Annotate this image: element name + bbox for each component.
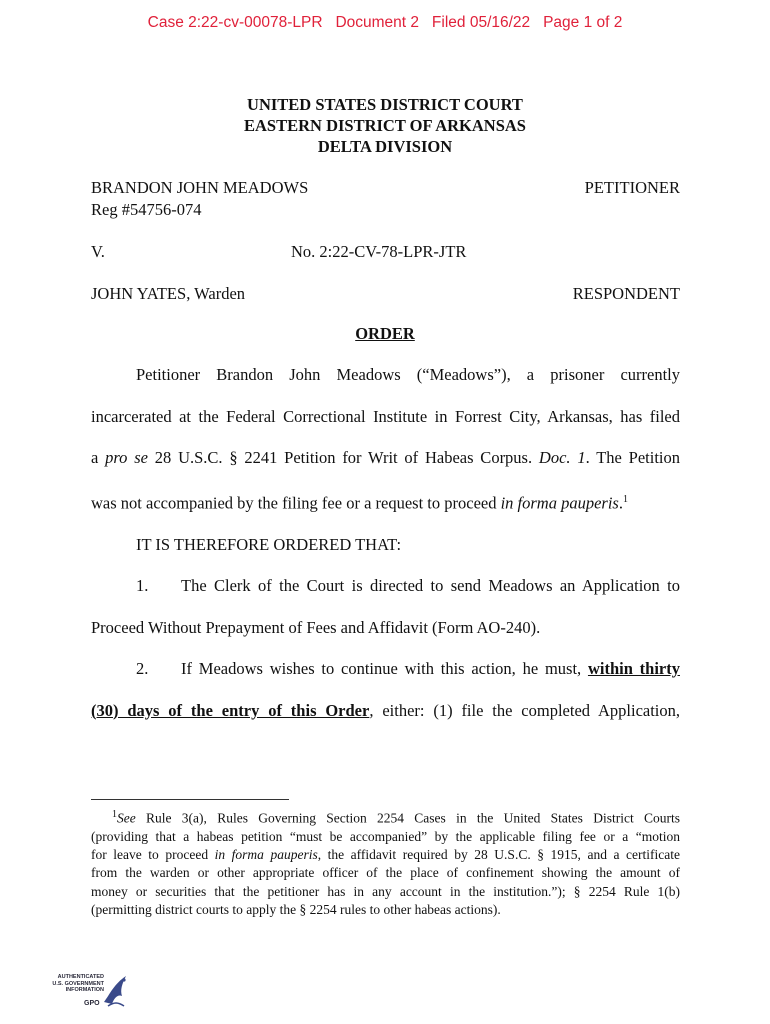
footnote-line: (permitting district courts to apply the § 2254 rules to other habeas actions).: [91, 901, 501, 917]
body-line: was not accompanied by the filing fee or a request to proceed in forma pauperis.$^1$: [91, 493, 628, 512]
footnote-line: money or securities that the petitioner has in any account in the institution.”); § 2254 Rule 1(b): [91, 883, 680, 899]
case-number: No. 2:22-CV-78-LPR-JTR: [291, 242, 467, 261]
respondent-name: JOHN YATES, Warden: [91, 284, 246, 303]
court-name: UNITED STATES DISTRICT COURT: [247, 95, 523, 114]
footnote-divider: [91, 799, 289, 800]
deadline-emphasis: (30) days of the entry of this Order: [91, 700, 370, 720]
order-item-1-cont: Proceed Without Prepayment of Fees and Affidavit (Form AO-240).: [91, 617, 541, 637]
case-header-stamp: Case 2:22-cv-00078-LPR Document 2 Filed 05/16/22 Page 1 of 2: [147, 14, 623, 31]
doc-reference: Doc. 1: [538, 448, 586, 467]
body-line: Petitioner Brandon John Meadows (“Meadows”), a prisoner currently: [136, 365, 680, 384]
body-line: incarcerated at the Federal Correctional Institute in Forrest City, Arkansas, has filed: [91, 406, 680, 426]
respondent-role: RESPONDENT: [572, 284, 680, 303]
footnote-line: from the warden or other appropriate officer of the place of confinement showing the amount of: [91, 865, 680, 881]
petitioner-reg: Reg #54756-074: [91, 200, 202, 219]
pro-se-italic: pro se: [105, 448, 148, 467]
court-district: EASTERN DISTRICT OF ARKANSAS: [244, 116, 526, 135]
gpo-label: GPO: [84, 1000, 100, 1007]
footnote-reference: 1: [622, 493, 628, 505]
eagle-icon: [100, 972, 130, 1012]
seal-text: AUTHENTICATED U.S. GOVERNMENT INFORMATION: [52, 974, 104, 994]
court-heading: [0, 94, 770, 157]
order-item-2-cont: (30) days of the entry of this Order, either: (1) file the completed Application,: [91, 700, 681, 720]
versus: V.: [91, 242, 105, 261]
gpo-authentication-seal: [40, 970, 130, 1014]
therefore-ordered: IT IS THEREFORE ORDERED THAT:: [136, 534, 402, 554]
petitioner-role: PETITIONER: [584, 178, 680, 197]
footnote-line: for leave to proceed in forma pauperis, the affidavit required by 28 U.S.C. § 1915, and a certificate: [91, 847, 680, 863]
footnote-line: (providing that a habeas petition “must be accompanied” by the applicable filing fee or a “motion: [91, 828, 680, 844]
body-line: a pro se 28 U.S.C. § 2241 Petition for Writ of Habeas Corpus. Doc. 1. The Petition: [91, 448, 680, 467]
court-division: DELTA DIVISION: [317, 137, 453, 156]
order-item-1: 1. The Clerk of the Court is directed to send Meadows an Application to: [136, 576, 680, 595]
order-item-2: 2. If Meadows wishes to continue with this action, he must, within thirty: [136, 659, 680, 678]
footnote-line: $^1$See Rule 3(a), Rules Governing Section 2254 Cases in the United States District Courts: [112, 809, 680, 826]
deadline-emphasis: within thirty: [587, 659, 680, 678]
footnote: [91, 806, 680, 919]
petitioner-name: BRANDON JOHN MEADOWS: [91, 178, 309, 197]
order-title: ORDER: [355, 324, 415, 343]
order-body: [91, 354, 680, 731]
